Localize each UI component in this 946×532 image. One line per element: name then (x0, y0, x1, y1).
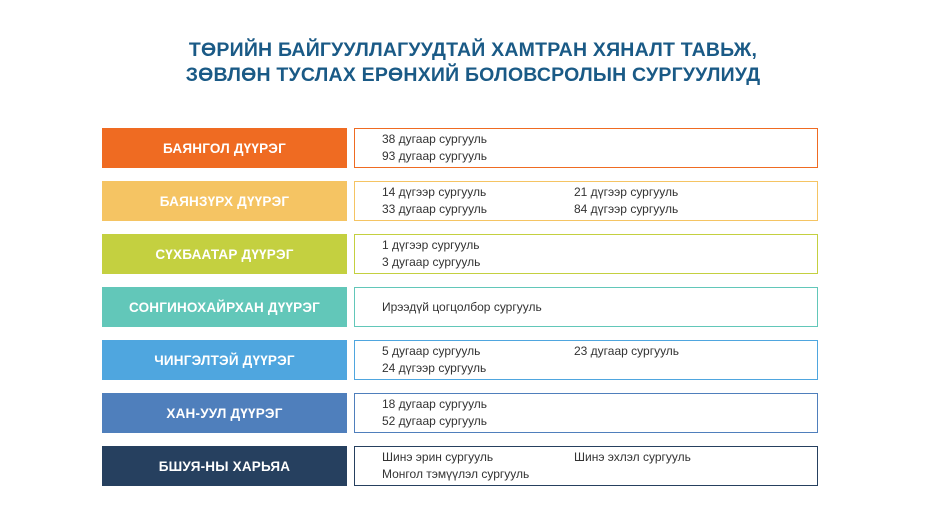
school-name: 52 дугаар сургууль (382, 414, 488, 428)
school-name: 14 дүгээр сургууль (382, 185, 487, 199)
title-line-2: ЗӨВЛӨН ТУСЛАХ ЕРӨНХИЙ БОЛОВСРОЛЫН СУРГУУЛИУД (185, 64, 761, 86)
district-row (102, 446, 818, 486)
district-row (102, 340, 818, 380)
district-row (102, 234, 818, 274)
school-list-box (354, 446, 818, 486)
school-name: 24 дүгээр сургууль (382, 361, 487, 375)
title-line-1: ТӨРИЙН БАЙГУУЛЛАГУУДТАЙ ХАМТРАН ХЯНАЛТ ТАВЬЖ, (188, 39, 758, 61)
district-label: ЧИНГЭЛТЭЙ ДҮҮРЭГ (102, 340, 347, 380)
district-row (102, 287, 818, 327)
district-label: БАЯНЗҮРХ ДҮҮРЭГ (102, 181, 347, 221)
school-name: 38 дугаар сургууль (382, 132, 488, 146)
school-name: 93 дугаар сургууль (382, 149, 488, 163)
school-name: 18 дугаар сургууль (382, 397, 488, 411)
school-name: 23 дугаар сургууль (574, 344, 680, 358)
school-name: 33 дугаар сургууль (382, 202, 488, 216)
district-label: СОНГИНОХАЙРХАН ДҮҮРЭГ (102, 287, 347, 327)
school-name: 3 дугаар сургууль (382, 255, 481, 269)
district-label: БАЯНГОЛ ДҮҮРЭГ (102, 128, 347, 168)
district-label: СҮХБААТАР ДҮҮРЭГ (102, 234, 347, 274)
school-list-box (354, 234, 818, 274)
district-label: БШУЯ-НЫ ХАРЬЯА (102, 446, 347, 486)
page-title (0, 38, 946, 88)
school-list-box (354, 340, 818, 380)
school-list-box (354, 181, 818, 221)
school-name: 1 дүгээр сургууль (382, 238, 480, 252)
school-list-box (354, 287, 818, 327)
school-list-box (354, 393, 818, 433)
school-name: Монгол тэмүүлэл сургууль (382, 467, 530, 481)
school-list-box (354, 128, 818, 168)
school-name: Шинэ эхлэл сургууль (574, 450, 691, 464)
district-row (102, 181, 818, 221)
district-row (102, 128, 818, 168)
district-label: ХАН-УУЛ ДҮҮРЭГ (102, 393, 347, 433)
school-name: Шинэ эрин сургууль (382, 450, 494, 464)
school-name: 5 дугаар сургууль (382, 344, 481, 358)
school-name: Ирээдүй цогцолбор сургууль (382, 300, 542, 314)
district-row (102, 393, 818, 433)
school-name: 84 дүгээр сургууль (574, 202, 679, 216)
school-name: 21 дүгээр сургууль (574, 185, 679, 199)
